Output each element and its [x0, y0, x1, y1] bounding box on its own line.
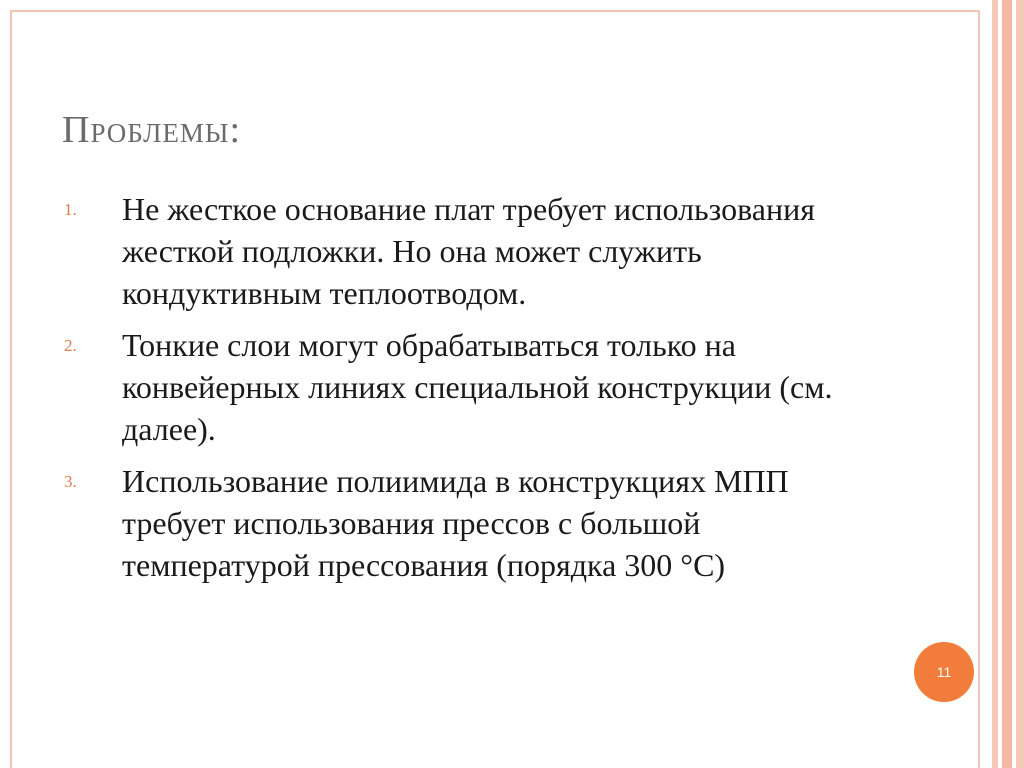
list-text: Тонкие слои могут обрабатываться только на конвейерных линиях специальной конструкции (см. далее).	[122, 327, 833, 447]
list-number: 2.	[64, 336, 77, 355]
list-item	[64, 324, 874, 450]
list-text: Не жесткое основание плат требует использования жесткой подложки. Но она может служить кондуктивным теплоотводом.	[122, 191, 815, 311]
list-item	[64, 188, 874, 314]
slide-title: Проблемы:	[62, 109, 242, 151]
decorative-stripe	[1016, 0, 1024, 768]
list-number: 1.	[64, 200, 77, 219]
page-number-badge: 11	[914, 642, 974, 702]
list-text: Использование полиимида в конструкциях МПП требует использования прессов с большой температурой прессования (порядка 300 °С)	[122, 463, 789, 583]
decorative-stripe	[992, 0, 998, 768]
decorative-stripe	[1002, 0, 1012, 768]
problem-list	[64, 188, 874, 596]
list-number: 3.	[64, 472, 77, 491]
list-item	[64, 460, 874, 586]
